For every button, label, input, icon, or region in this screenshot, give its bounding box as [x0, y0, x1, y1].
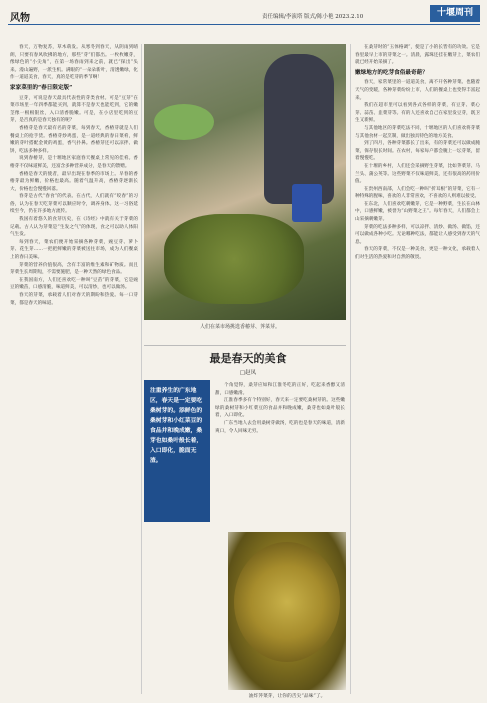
market-photo — [144, 44, 346, 320]
paragraph: 在东北，人们喜欢吃刺嫩芽，它是一种野菜，生长在山林中，口感鲜嫩，被誉为“山野菜之王”。每年春天，人们都会上山采摘刺嫩芽。 — [355, 201, 480, 223]
paragraph: 春天，万物复苏，草木萌发。从寒冬到春天，从阴雨到晴朗，只要有春风吹拂的地方，那些“芽”们都出。一枚枚嫩芽，像绿色的“小尖角”，在第一场春雨到来之前，就已“探出”头来。漫山遍野，一派生机。满眼的“一朵朵新叶，清透嫩绿，化作一道道美食，春天，真的是吃芽的季节啊！ — [10, 45, 138, 81]
paragraph: 在我国南方，人们还喜欢吃一种叫“豆苗”的芽菜，它是豌豆的嫩苗，口感清脆，味道鲜美，可以清炒，也可以做汤。 — [10, 277, 138, 291]
paragraph: 说到春椿芽，是十堰地区家庭春天餐桌上常见的佳肴。香椿芽不仅味道鲜美，还富含多种营养成分，是春天的馈赠。 — [10, 156, 138, 169]
column-divider — [350, 44, 351, 694]
subheading: 家家菜里的“春日限定版” — [10, 84, 73, 91]
article-author: □赵凤 — [239, 370, 257, 376]
paragraph: 豆芽，可说是春天最具代表性的芽类食材。可是“豆芽”在菜市场里一年四季都能买到，就算不是春天也能吃到，它的嫩茎像一根根银丝，入口清香脆嫩。可是，在小店里吃到的豆芽，是否真的是春天独有的呢？ — [10, 95, 138, 124]
paragraph: 我们在超市里可以看到各式各样的芽菜，有豆芽、菜心芽、蒜苗、韭菜芽等。有的人还喜欢自己在家里发豆芽，既卫生又新鲜。 — [355, 103, 480, 124]
column-divider — [141, 44, 142, 694]
paragraph: 与其他地区的芽菜吃法不同，十堰地区的人们喜欢将芽菜与其他食材一起烹制，做出独具特色的地方美食。 — [355, 125, 480, 139]
subheading: 嫩绿地方的吃芽食俗最奇葩？ — [355, 69, 428, 76]
food-photo — [228, 532, 346, 690]
paragraph: 春天的芽菜，不仅是一种美食，更是一种文化，承载着人们对生活的热爱和对自然的敬畏。 — [355, 247, 480, 261]
section-title: 风物 — [10, 13, 30, 24]
paragraph: 在十堰的乡村，人们还会采摘野生芽菜，比如荠菜芽、马兰头、蒲公英等。这些野菜不仅味道鲜美，还有很高的药用价值。 — [355, 163, 480, 185]
article-column-right — [355, 44, 480, 696]
page-header — [0, 0, 487, 26]
fried-food-plate — [234, 542, 340, 662]
masthead-logo: 十堰周刊 — [430, 5, 480, 22]
article-column-middle — [215, 382, 345, 528]
pull-quote: 注重养生的广东地区，春天是一定要吃桑树芽的。添鲜色的桑树芽和小红菜豆的食品并和晚成嫩，桑芽也如桑叶般长着，入口即化，脆面无渣。 — [144, 380, 210, 522]
title-divider — [144, 345, 346, 346]
editor-credits: 责任编辑/李演塔 版式/陈小艳 2023.2.10 — [262, 14, 364, 20]
food-photo-caption: 油炸荠菜芽，让你的舌尖“品味”了。 — [248, 694, 326, 699]
paragraph: 芽菜的营养价值很高，含有丰富的维生素和矿物质。而且芽菜生长周期短，不需要施肥，是一种天然的绿色食品。 — [10, 262, 138, 276]
paragraph: 香椿是春天的使者，最早出现在春季的市场上。早春的香椿芽最为鲜嫩，价格也最高。随着气温升高，香椿芽逐渐长大，价格也会慢慢回落。 — [10, 171, 138, 192]
paragraph: 江淮春季多有个特别好，春天来一定要吃桑树芽的。这些嫩绿的桑树芽和小红菜豆的食品并和晚成嫩，桑芽也如桑叶般长着，入口即化。 — [215, 398, 345, 419]
vegetable-pile — [164, 214, 304, 304]
paragraph: 春天，家常菜里的一道道美食，离不开各种芽菜。也随着天气的变暖，各种芽菜纷纷上市，人们的餐桌上也变得丰富起来。 — [355, 80, 480, 101]
bowl-shape — [154, 104, 214, 140]
paragraph: 春芽是古代“春食”的代表。在古代，人们就有“咬春”的习俗，认为在春天吃芽菜可以顺应时令，调养身体。这一习俗延续至今，仍在许多地方流传。 — [10, 194, 138, 215]
paragraph: 个角觉得，桑芽应如和江淮冬吃的正好，吃起来香醇又清甜，口感嫩滑。 — [215, 383, 345, 396]
paragraph: 我国有着悠久的食芽历史，在《诗经》中就有关于芽菜的记载。古人认为芽菜是“生发之气”的体现，食之可以助人体阳气生发。 — [10, 217, 138, 238]
paragraph: 春天的芽菜，承载着人们对春天的期盼和热爱。每一口芽菜，都是春天的味道。 — [10, 293, 138, 306]
paragraph: 香椿芽是春天最有名的芽菜，每到春天，香椿芽就是人们餐桌上的抢手货。香椿芽炒鸡蛋，是一道经典的春日菜肴，鲜嫩的芽叶搭配金黄的鸡蛋，香气扑鼻。香椿芽还可以凉拌、做饼，吃法多种多样。 — [10, 125, 138, 154]
photo-caption: 人们在菜市场挑选香椿芽、荠菜芽。 — [200, 324, 281, 330]
vendor-figure — [264, 54, 334, 204]
paragraph: 在桑芽时的“玉体格调”，使是了小的长皆有的功效。它是春里最早上市的芽菜之一。清晨，露珠还挂在嫩芽上，菜农们就已经开始采摘了。 — [355, 45, 480, 66]
paragraph: 到了四月，各种芽菜都长了出来，有的芽菜还可以做成腌菜，保存很长时间。在农村，每家每户都会腌上一坛芽菜，留着慢慢吃。 — [355, 141, 480, 162]
article-column-left — [10, 44, 138, 696]
bucket-shape — [292, 184, 322, 222]
paragraph: 广东当地人去会用桑树芽做汤，吃的也是春天的味道，清新爽口，令人回味无穷。 — [215, 420, 345, 434]
header-rule — [8, 24, 480, 25]
paragraph: 芽菜的吃法多种多样，可以凉拌、清炒、做汤、做馅，还可以做成各种小吃。无论哪种吃法，都能让人感受到春天的气息。 — [355, 224, 480, 245]
paragraph: 每到春天，菜农们便开始采摘各种芽菜，豌豆芽、萝卜芽、花生芽……一把把鲜嫩的芽菜被送往市场，成为人们餐桌上的春日美味。 — [10, 239, 138, 261]
article-title: 最是春天的美食 — [209, 352, 287, 365]
paragraph: 在贵州西南部，人们会吃一种叫“折耳根”的芽菜，它有一种特殊的腥味，喜欢的人非常喜欢，不喜欢的人则难以接受。 — [355, 186, 480, 200]
